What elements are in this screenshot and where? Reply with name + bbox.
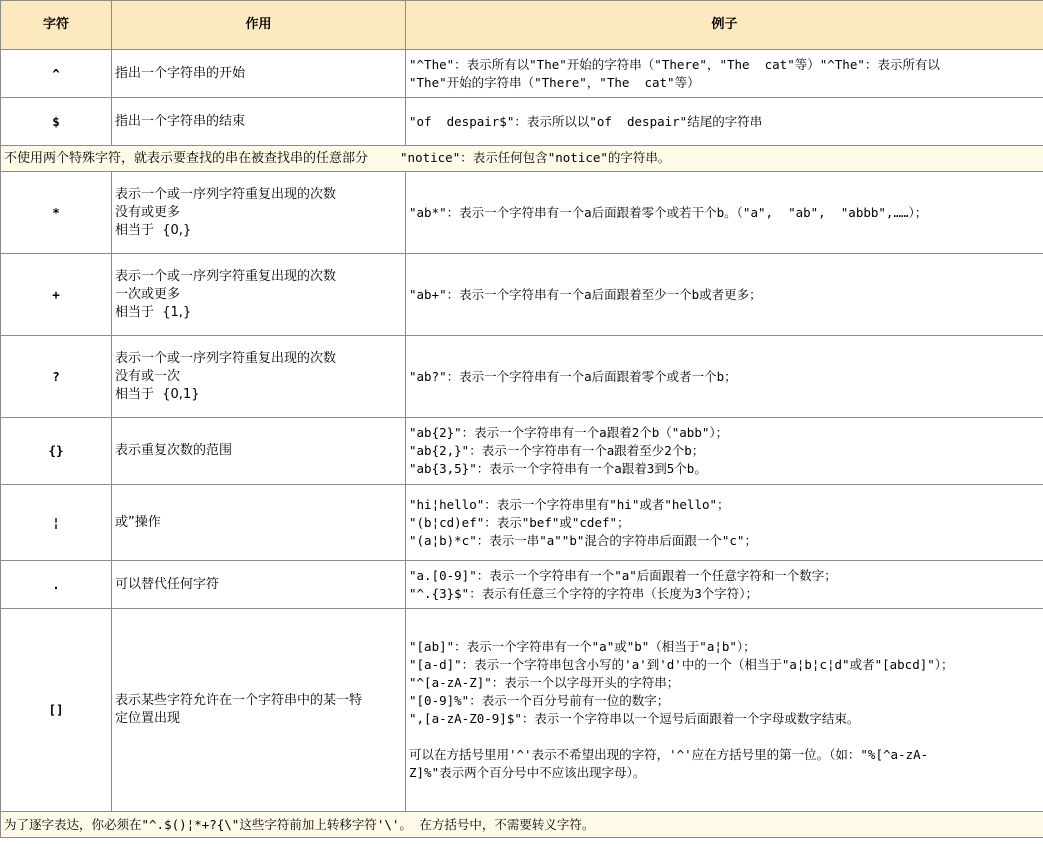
desc-line: 一次或更多 — [115, 286, 181, 302]
header-row — [1, 1, 1043, 50]
example-line: "[ab]"：表示一个字符串有一个"a"或"b"（相当于"a¦b"）； — [409, 639, 756, 654]
table-row — [1, 561, 1043, 609]
desc-line: 定位置出现 — [115, 711, 181, 726]
example-cell — [406, 609, 1043, 812]
desc-line: 表示重复次数的范围 — [115, 443, 233, 458]
example-line: ",[a-zA-Z0-9]$"：表示一个字符串以一个逗号后面跟着一个字母或数字结束。 — [409, 711, 860, 726]
table-row — [1, 485, 1043, 561]
header-usage: 作用 — [112, 1, 406, 50]
desc-line: 或”操作 — [115, 514, 161, 530]
example-cell — [406, 172, 1043, 254]
desc-cell — [112, 418, 406, 485]
desc-line: 表示一个或一序列字符重复出现的次数 — [115, 186, 337, 202]
note-cell — [1, 146, 1043, 172]
desc-line: 相当于 {0,} — [115, 222, 192, 238]
table-row — [1, 418, 1043, 485]
desc-cell — [112, 172, 406, 254]
example-cell — [406, 98, 1043, 146]
symbol-cell: {} — [1, 418, 112, 485]
example-cell — [406, 485, 1043, 561]
example-line: "ab*"：表示一个字符串有一个a后面跟着零个或若干个b。（"a", "ab", "abbb",……）； — [409, 204, 928, 220]
footer-row — [1, 812, 1043, 838]
symbol-cell: ¦ — [1, 485, 112, 561]
desc-line: 指出一个字符串的开始 — [115, 65, 246, 81]
note-example: "notice"：表示任何包含"notice"的字符串。 — [400, 150, 671, 165]
example-line: "^The"：表示所有以"The"开始的字符串（"There"，"The cat"等）"^The"：表示所有以 — [409, 56, 940, 72]
example-line: "ab{2,}"：表示一个字符串有一个a跟着至少2个b； — [409, 443, 705, 458]
example-line: "[a-d]"：表示一个字符串包含小写的'a'到'd'中的一个（相当于"a¦b¦c¦d"或者"[abcd]"）； — [409, 657, 954, 672]
desc-cell — [112, 50, 406, 98]
symbol-cell: [] — [1, 609, 112, 812]
symbol-cell: + — [1, 254, 112, 336]
example-line: Z]%"表示两个百分号中不应该出现字母）。 — [409, 765, 646, 780]
desc-line: 表示一个或一序列字符重复出现的次数 — [115, 350, 337, 366]
example-line: "ab+"：表示一个字符串有一个a后面跟着至少一个b或者更多； — [409, 286, 762, 302]
symbol-cell: * — [1, 172, 112, 254]
desc-line: 没有或一次 — [115, 368, 181, 384]
footer-cell: 为了逐字表达，你必须在"^.$()¦*+?{\"这些字符前加上转移字符'\'。 在方括号中，不需要转义字符。 — [1, 812, 1043, 838]
desc-line: 表示一个或一序列字符重复出现的次数 — [115, 268, 337, 284]
blank-line — [409, 728, 1040, 746]
example-line: "ab{3,5}"：表示一个字符串有一个a跟着3到5个b。 — [409, 461, 707, 476]
desc-line: 相当于 {1,} — [115, 304, 192, 320]
example-cell — [406, 418, 1043, 485]
symbol-cell: $ — [1, 98, 112, 146]
symbol-cell: ? — [1, 336, 112, 418]
table-row — [1, 609, 1043, 812]
example-line: "^.{3}$"：表示有任意三个字符的字符串（长度为3个字符）； — [409, 585, 758, 601]
example-cell — [406, 254, 1043, 336]
desc-line: 可以替代任何字符 — [115, 576, 220, 592]
example-line: "[0-9]%"：表示一个百分号前有一位的数字； — [409, 693, 670, 708]
example-line: "The"开始的字符串（"There"，"The cat"等） — [409, 74, 700, 90]
example-line: "of despair$"：表示所以以"of despair"结尾的字符串 — [409, 113, 763, 129]
example-line: "(b¦cd)ef"：表示"bef"或"cdef"； — [409, 514, 630, 530]
example-line: 可以在方括号里用'^'表示不希望出现的字符，'^'应在方括号里的第一位。（如："%[^a-zA- — [409, 747, 929, 762]
desc-cell — [112, 336, 406, 418]
table-row — [1, 254, 1043, 336]
example-line: "ab?"：表示一个字符串有一个a后面跟着零个或者一个b； — [409, 368, 737, 384]
example-line: "a.[0-9]"：表示一个字符串有一个"a"后面跟着一个任意字符和一个数字； — [409, 567, 837, 583]
desc-cell — [112, 98, 406, 146]
example-line: "^[a-zA-Z]"：表示一个以字母开头的字符串； — [409, 675, 680, 690]
symbol-cell: ^ — [1, 50, 112, 98]
example-line: "hi¦hello"：表示一个字符串里有"hi"或者"hello"； — [409, 496, 730, 512]
desc-cell — [112, 485, 406, 561]
desc-line: 没有或更多 — [115, 204, 181, 220]
example-line: "(a¦b)*c"：表示一串"a""b"混合的字符串后面跟一个"c"； — [409, 532, 757, 548]
desc-line: 表示某些字符允许在一个字符串中的某一特 — [115, 693, 363, 708]
example-line: "ab{2}"：表示一个字符串有一个a跟着2个b（"abb"）； — [409, 425, 729, 440]
table-row — [1, 98, 1043, 146]
example-cell — [406, 561, 1043, 609]
header-char: 字符 — [1, 1, 112, 50]
symbol-cell: . — [1, 561, 112, 609]
header-example: 例子 — [406, 1, 1043, 50]
example-cell — [406, 336, 1043, 418]
note-text: 不使用两个特殊字符，就表示要查找的串在被查找串的任意部分 — [4, 151, 369, 166]
desc-cell — [112, 254, 406, 336]
desc-line: 指出一个字符串的结束 — [115, 113, 246, 129]
table-row — [1, 336, 1043, 418]
desc-line: 相当于 {0,1} — [115, 386, 200, 402]
table-row — [1, 172, 1043, 254]
desc-cell — [112, 561, 406, 609]
desc-cell — [112, 609, 406, 812]
table-row — [1, 50, 1043, 98]
example-cell — [406, 50, 1043, 98]
note-row — [1, 146, 1043, 172]
